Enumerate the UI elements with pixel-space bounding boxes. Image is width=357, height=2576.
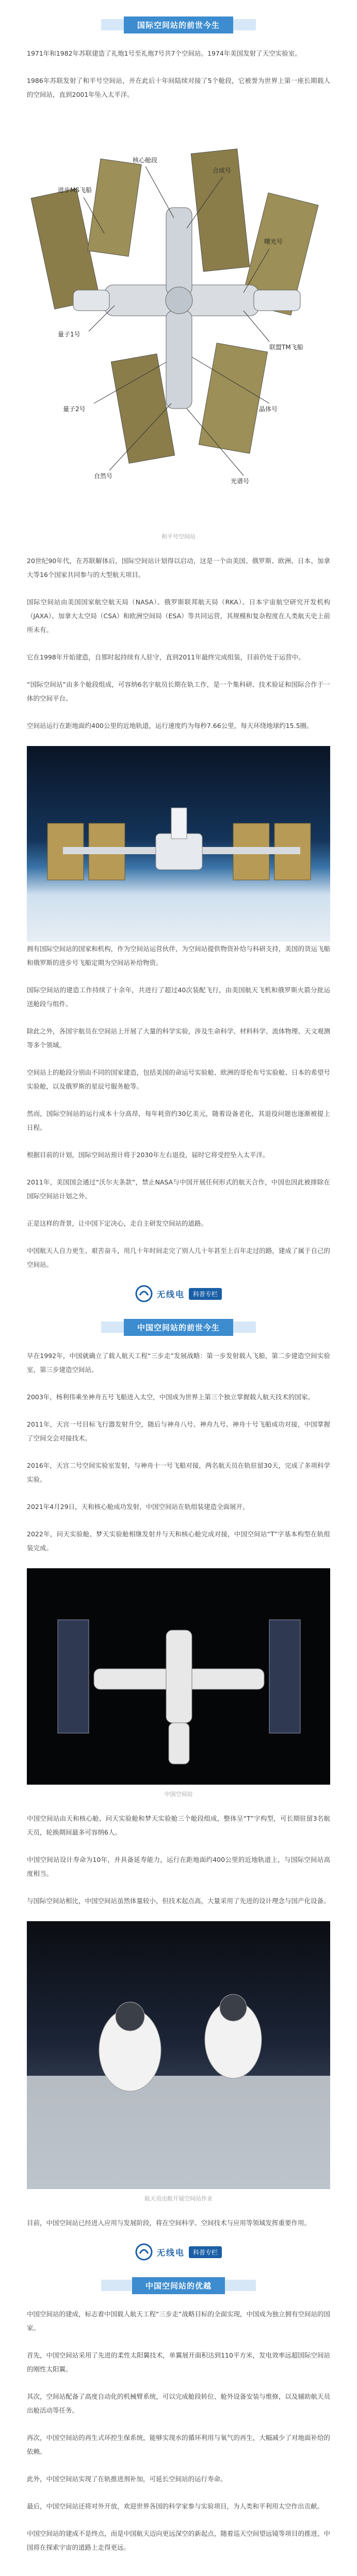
iss-photo-svg [27,746,330,942]
figure-caption: 中国空间站 [164,1791,193,1798]
section-banner [101,14,256,35]
helmet-visor [220,1994,247,2021]
paragraph: 中国空间站由天和核心舱、问天实验舱和梦天实验舱三个舱段组成，整体呈“T”字构型，可长期驻留3名航天员，轮换期间最多可容纳6人。 [27,1815,330,1836]
paragraph: 除此之外，各国宇航员在空间站上开展了大量的科学实验，涉及生命科学、材料科学、流体物理、天文观测等多个领域。 [27,1027,330,1049]
brand-logo [27,2243,330,2261]
spacewalk-photo-svg [27,1921,330,2189]
brand-logo-icon [135,2243,153,2261]
diagram-svg [27,115,330,527]
china-station-photo [27,1568,330,1785]
station-photo-svg [27,1568,330,1785]
brand-name: 无线电 [156,1289,185,1299]
mir-station-diagram [27,115,330,527]
paragraph: 拥有国际空间站的国家和机构，作为空间站运营伙伴，为空间站提供物资补给与科研支持，美国的货运飞船和俄罗斯的进步号飞船定期为空间站补给物资。 [27,945,330,967]
paragraph: 早在1992年，中国就确立了载人航天工程“三步走”发展战略：第一步发射载人飞船，第二步建造空间实验室，第三步建造空间站。 [27,1352,330,1374]
diagram-label: 进步MS飞船 [58,187,92,194]
paragraph: 国际空间站的建造工作持续了十余年，共进行了超过40次装配飞行，由美国航天飞机和俄罗斯火箭分批运送舱段与组件。 [27,986,330,1008]
paragraph: 2022年，问天实验舱、梦天实验舱相继发射并与天和核心舱完成对接，中国空间站“T”字基本构型在轨组装完成。 [27,1530,330,1552]
figure-caption: 航天员出舱开展空间站作业 [144,2195,213,2202]
paragraph: “国际空间站”由多个舱段组成，可容纳6名宇航员长期在轨工作，是一个集科研、技术验证和国际合作于一体的空间平台。 [27,681,330,702]
paragraph: 再次，中国空间站的再生式环控生保系统，能够实现水的循环利用与氧气的再生，大幅减少了对地面补给的依赖。 [27,2434,330,2455]
diagram-label: 自然号 [94,472,113,480]
paragraph: 2003年，杨利伟乘坐神舟五号飞船进入太空，中国成为世界上第三个独立掌握载人航天技术的国家。 [27,1393,314,1401]
section-banner [101,2275,256,2296]
section-title: 国际空间站的前世今生 [124,16,233,33]
paragraph: 此外，中国空间站实现了在轨推进剂补加，可延长空间站的运行寿命。 [27,2475,227,2483]
brand-logo-icon [135,1285,153,1302]
station-modules [94,1630,264,1764]
paragraph: 目前，中国空间站已经进入应用与发展阶段，将在空间科学、空间技术与应用等领域发挥重要作用。 [27,2219,311,2227]
paragraph: 首先，中国空间站采用了先进的柔性太阳翼技术，单翼展开面积达到110平方米，发电效率远超国际空间站的刚性太阳翼。 [27,2351,330,2373]
diagram-label: 量子1号 [58,331,80,338]
brand-name: 无线电 [156,2247,185,2258]
paragraph: 其次，空间站配备了高度自动化的机械臂系统，可以完成舱段转位、舱外设备安装与维修，以及辅助航天员出舱活动等任务。 [27,2393,330,2414]
diagram-label: 合成号 [213,167,232,174]
diagram-label: 光谱号 [231,478,250,485]
paragraph: 根据目前的计划，国际空间站预计将于2030年左右退役，届时它将受控坠入太平洋。 [27,1151,269,1159]
diagram-label: 曙光号 [264,238,283,245]
paragraph: 1971年和1982年苏联建造了礼炮1号至礼炮7号共7个空间站。1974年美国发射了天空实验室。 [27,49,301,57]
section-banner [101,1317,256,1337]
paragraph: 2021年4月29日，天和核心舱成功发射，中国空间站在轨组装建造全面展开。 [27,1503,249,1511]
iss-earth-photo [27,746,330,942]
paragraph: 与国际空间站相比，中国空间站虽然体量较小，但技术起点高，大量采用了先进的设计理念与国产化设备。 [27,1897,330,1905]
paragraph: 国际空间站由美国国家航空航天局（NASA）、俄罗斯联邦航天局（RKA）、日本宇宙航空研究开发机构（JAXA）、加拿大太空局（CSA）和欧洲空间局（ESA）等共同运营，其规模和复杂程度在人类航天史上前所未有。 [27,598,330,634]
station-hull [27,2076,330,2189]
paragraph: 空间站运行在距地面约400公里的近地轨道，运行速度约为每秒7.66公里，每天环绕地球约15.5圈。 [27,722,313,730]
diagram-label: 联盟TM飞船 [269,344,303,351]
helmet-visor [116,2002,144,2031]
section-title: 中国空间站的优越 [132,2277,225,2294]
paragraph: 它在1998年开始建造，自那时起持续有人驻守，直到2011年最终完成组装，目前仍处于运营中。 [27,653,305,661]
brand-logo [27,1285,330,1302]
paragraph: 2016年，天宫二号空间实验室发射，与神舟十一号飞船对接，两名航天员在轨驻留30天，完成了多项科学实验。 [27,1462,330,1483]
iss-modules [171,808,187,839]
paragraph: 20世纪90年代，在苏联解体后，国际空间站计划得以启动，这是一个由美国、俄罗斯、欧洲、日本、加拿大等16个国家共同参与的大型航天项目。 [27,557,330,579]
spacewalk-photo [27,1921,330,2189]
paragraph: 2011年，天宫一号目标飞行器发射升空，随后与神舟八号、神舟九号、神舟十号飞船成功对接，中国掌握了空间交会对接技术。 [27,1420,330,1442]
paragraph: 2011年，美国国会通过“沃尔夫条款”，禁止NASA与中国开展任何形式的航天合作，中国也因此被排除在国际空间站计划之外。 [27,1178,330,1200]
diagram-label: 核心舱段 [133,157,158,164]
paragraph: 中国空间站设计寿命为10年，并具备延寿能力，运行在距地面约400公里的近地轨道上，与国际空间站高度相当。 [27,1856,330,1877]
paragraph: 中国空间站的建成，标志着中国载人航天工程“三步走”战略目标的全面实现，中国成为独立拥有空间站的国家。 [27,2310,330,2332]
paragraph: 中国航天人自力更生、艰苦奋斗，用几十年时间走完了别人几十年甚至上百年走过的路，建成了属于自己的空间站。 [27,1247,330,1268]
paragraph: 1986年苏联发射了和平号空间站，并在此后十年间陆续对接了5个舱段，它被誉为世界上第一座长期载人的空间站，直到2001年坠入太平洋。 [27,77,330,98]
paragraph: 空间站上的舱段分别由不同的国家建造，包括美国的命运号实验舱、欧洲的哥伦布号实验舱、日本的希望号实验舱，以及俄罗斯的星辰号服务舱等。 [27,1069,330,1090]
diagram-label: 量子2号 [63,405,86,413]
diagram-label: 晶体号 [259,405,278,413]
paragraph: 然而，国际空间站的运行成本十分高昂，每年耗资约30亿美元，随着设备老化，其退役问题也逐渐被提上日程。 [27,1110,330,1131]
brand-tag: 科普专栏 [189,1288,222,1300]
paragraph: 中国空间站的建成不是终点，而是中国航天迈向更远深空的新起点，随着巡天空间望远镜等项目的推进，中国将在探索宇宙的道路上走得更远。 [27,2530,330,2551]
brand-tag: 科普专栏 [189,2246,222,2258]
paragraph: 最后，中国空间站还将对外开放，欢迎世界各国的科学家参与实验项目，为人类和平利用太空作出贡献。 [27,2502,324,2510]
figure-caption: 和平号空间站 [161,533,196,540]
section-title: 中国空间站的前世今生 [124,1319,233,1336]
paragraph: 正是这样的背景，让中国下定决心，走自主研发空间站的道路。 [27,1219,208,1227]
